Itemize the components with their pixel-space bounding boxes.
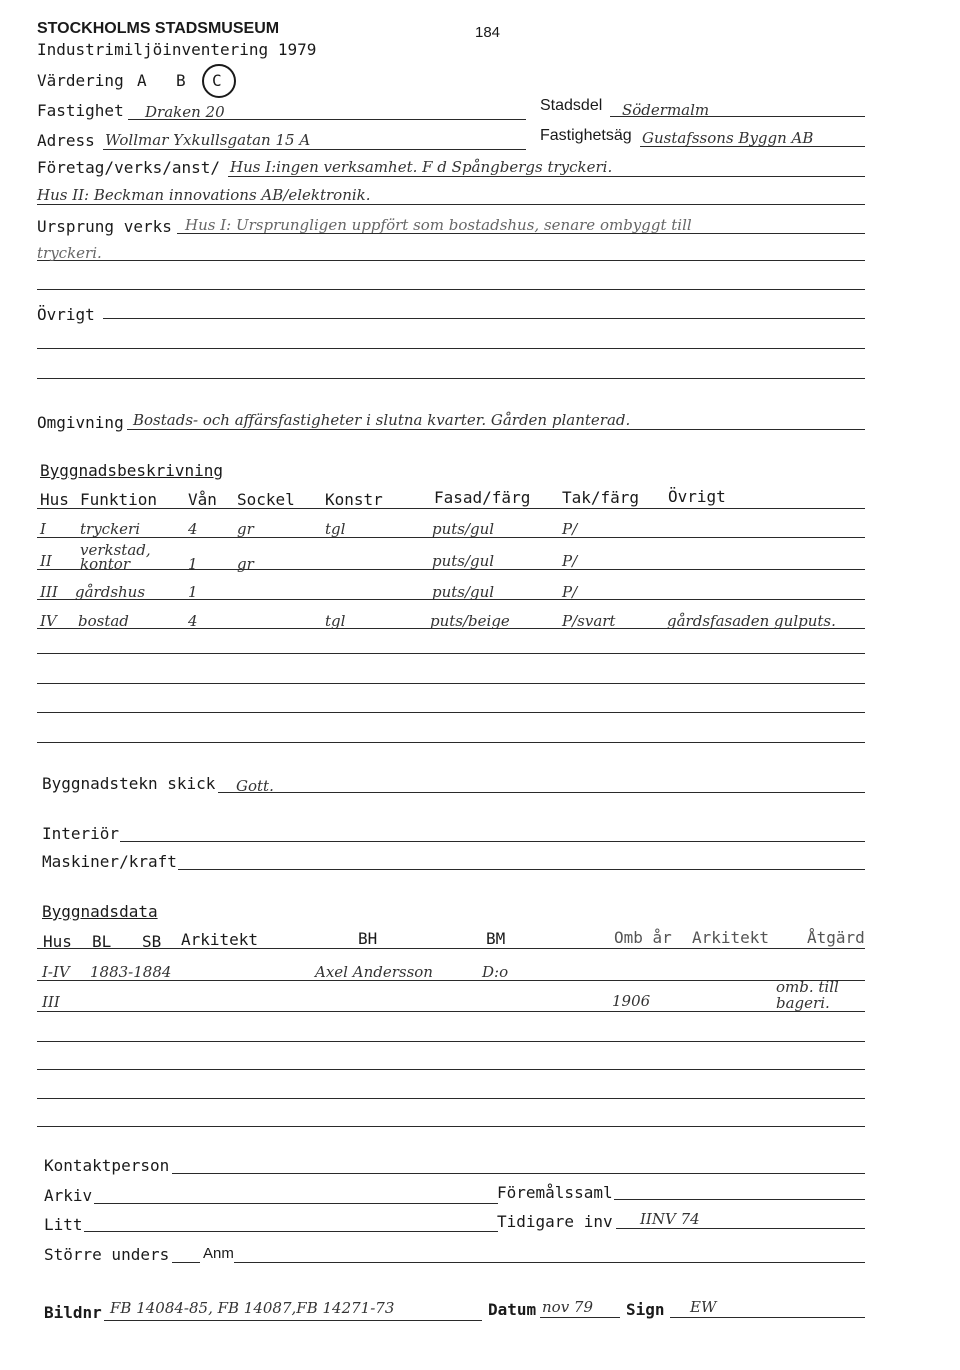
col-fasad: Fasad/färg	[434, 488, 531, 507]
row4-van[interactable]: 4	[188, 612, 198, 630]
bd-blank-2	[37, 1069, 865, 1070]
row2-hus: II	[40, 552, 52, 570]
sign-value[interactable]: EW	[690, 1298, 717, 1316]
rating-option-c[interactable]: C	[212, 71, 222, 90]
ursprung-value-1[interactable]: Hus I: Ursprungligen uppfört som bostadshus, senare ombyggt till	[185, 216, 692, 234]
blank-row-1	[37, 653, 865, 654]
bd-blank-4	[37, 1126, 865, 1127]
bd-col-arkitekt: Arkitekt	[181, 930, 259, 949]
adress-value[interactable]: Wollmar Yxkullsgatan 15 A	[105, 131, 311, 149]
row4-tak[interactable]: P/svart	[562, 612, 616, 630]
bd-col-atgard: Åtgärd	[807, 928, 865, 947]
tidigare-label: Tidigare inv	[497, 1212, 613, 1231]
ursprung-line-2	[37, 260, 865, 261]
ursprung-value-2[interactable]: tryckeri.	[37, 244, 102, 262]
bd-col-bl: BL	[92, 932, 112, 951]
bd-col-bh: BH	[358, 929, 378, 948]
storre-line	[172, 1262, 200, 1263]
anm-label: Anm	[203, 1245, 234, 1262]
ovrigt-line-1	[103, 318, 865, 319]
ursprung-label: Ursprung verks	[37, 217, 172, 236]
blank-row-3	[37, 712, 865, 713]
bd-row2-atgard-2[interactable]: bageri.	[776, 994, 830, 1012]
page-number: 184	[475, 24, 501, 41]
row2-funktion-2[interactable]: kontor	[80, 555, 131, 573]
foretag-line-2	[37, 204, 865, 205]
arkiv-label: Arkiv	[44, 1186, 93, 1205]
blank-row-4	[37, 742, 865, 743]
sign-label: Sign	[626, 1300, 665, 1319]
arkiv-line	[94, 1203, 498, 1204]
byggnadstekn-label: Byggnadstekn skick	[42, 774, 216, 793]
fastighetsag-value[interactable]: Gustafssons Byggn AB	[642, 129, 814, 147]
tidigare-value[interactable]: IINV 74	[640, 1210, 700, 1228]
bd-row1-year[interactable]: 1883-1884	[90, 963, 172, 981]
interior-line	[120, 841, 865, 842]
row1-fasad[interactable]: puts/gul	[432, 520, 495, 538]
bildnr-value[interactable]: FB 14084-85, FB 14087,FB 14271-73	[110, 1299, 395, 1317]
omgivning-value[interactable]: Bostads- och affärsfastigheter i slutna kvarter. Gården planterad.	[133, 411, 631, 429]
row3-line	[37, 599, 865, 600]
datum-line	[540, 1317, 620, 1318]
row3-hus: III	[40, 583, 58, 601]
col-tak: Tak/färg	[562, 488, 640, 507]
row2-line	[37, 569, 865, 570]
bd-col-arkitekt-2: Arkitekt	[692, 928, 770, 947]
ovrigt-line-2	[37, 348, 865, 349]
row2-tak[interactable]: P/	[562, 552, 578, 570]
bd-blank-1	[37, 1041, 865, 1042]
row4-line	[37, 628, 865, 629]
fastighet-label: Fastighet	[37, 101, 124, 120]
bd-blank-3	[37, 1098, 865, 1099]
row3-fasad[interactable]: puts/gul	[432, 583, 495, 601]
bd-row2-hus[interactable]: III	[42, 993, 60, 1011]
adress-line	[103, 149, 526, 150]
stadsdel-label: Stadsdel	[540, 97, 603, 114]
maskiner-line	[178, 869, 865, 870]
row4-konstr[interactable]: tgl	[325, 612, 346, 630]
row1-sockel[interactable]: gr	[237, 520, 254, 538]
datum-label: Datum	[488, 1300, 537, 1319]
row2-sockel[interactable]: gr	[237, 555, 254, 573]
bd-row2-line	[37, 1011, 865, 1012]
litt-line	[84, 1231, 498, 1232]
fastighet-value[interactable]: Draken 20	[145, 103, 225, 121]
col-sockel: Sockel	[237, 490, 295, 509]
rating-option-b[interactable]: B	[176, 71, 186, 90]
byggnadsdata-title: Byggnadsdata	[42, 902, 158, 921]
col-ovrigt: Övrigt	[668, 487, 726, 506]
ovrigt-line-3	[37, 378, 865, 379]
row1-konstr[interactable]: tgl	[325, 520, 346, 538]
foretag-value-1[interactable]: Hus I:ingen verksamhet. F d Spångbergs tryckeri.	[230, 158, 613, 176]
anm-line	[234, 1262, 865, 1263]
foretag-line-1	[228, 176, 865, 177]
rating-label: Värdering	[37, 71, 124, 90]
fastighetsag-label: Fastighetsäg	[540, 127, 632, 144]
litt-label: Litt	[44, 1215, 83, 1234]
stadsdel-value[interactable]: Södermalm	[622, 101, 710, 119]
row4-funktion[interactable]: bostad	[78, 612, 129, 630]
bd-col-sb: SB	[142, 932, 162, 951]
blank-line	[37, 289, 865, 290]
row4-ovrigt[interactable]: gårdsfasaden gulputs.	[667, 612, 836, 630]
blank-row-2	[37, 683, 865, 684]
bd-col-omb-ar: Omb år	[614, 928, 672, 947]
col-konstr: Konstr	[325, 490, 383, 509]
kontakt-line	[172, 1173, 865, 1174]
kontakt-label: Kontaktperson	[44, 1156, 170, 1175]
org-name: STOCKHOLMS STADSMUSEUM	[37, 20, 280, 37]
bd-row2-omb-ar[interactable]: 1906	[612, 992, 651, 1010]
adress-label: Adress	[37, 131, 95, 150]
byggnadstekn-value[interactable]: Gott.	[236, 777, 274, 795]
storre-label: Större unders	[44, 1245, 170, 1264]
col-funktion: Funktion	[80, 490, 158, 509]
row2-van[interactable]: 1	[188, 555, 198, 573]
bd-row1-line	[37, 980, 865, 981]
byggnadstekn-line	[218, 792, 865, 793]
bildnr-label: Bildnr	[44, 1303, 102, 1322]
foretag-label: Företag/verks/anst/	[37, 158, 221, 177]
omgivning-label: Omgivning	[37, 413, 124, 432]
rating-option-a[interactable]: A	[137, 71, 147, 90]
row1-funktion[interactable]: tryckeri	[80, 520, 141, 538]
bd-col-bm: BM	[486, 929, 506, 948]
row1-hus: I	[40, 520, 46, 538]
row4-hus: IV	[40, 612, 57, 630]
byggnadsbeskrivning-title: Byggnadsbeskrivning	[40, 461, 224, 480]
bd-row1-hus[interactable]: I-IV	[42, 963, 70, 981]
row2-fasad[interactable]: puts/gul	[432, 552, 495, 570]
row3-tak[interactable]: P/	[562, 583, 578, 601]
tidigare-line	[616, 1228, 865, 1229]
row3-funktion[interactable]: gårdshus	[75, 583, 146, 601]
bildnr-line	[104, 1320, 482, 1321]
foremal-line	[614, 1199, 865, 1200]
bd-col-hus: Hus	[43, 932, 72, 951]
bd-row1-bm[interactable]: D:o	[482, 963, 509, 981]
interior-label: Interiör	[42, 824, 120, 843]
bd-row2-atgard-1[interactable]: omb. till	[776, 978, 839, 996]
col-van: Vån	[188, 490, 217, 509]
row1-tak[interactable]: P/	[562, 520, 578, 538]
ovrigt-label: Övrigt	[37, 305, 95, 324]
datum-value[interactable]: nov 79	[542, 1298, 594, 1316]
row2-funktion[interactable]: verkstad,	[80, 541, 151, 559]
bd-header-rule	[37, 948, 865, 949]
omgivning-line	[127, 429, 865, 430]
doc-subtitle: Industrimiljöinventering 1979	[37, 40, 317, 59]
foremal-label: Föremålssaml	[497, 1183, 613, 1202]
bd-row1-bh[interactable]: Axel Andersson	[315, 963, 433, 981]
maskiner-label: Maskiner/kraft	[42, 852, 177, 871]
header-rule	[37, 508, 865, 509]
sign-line	[670, 1317, 865, 1318]
col-hus: Hus	[40, 490, 69, 509]
row1-van[interactable]: 4	[188, 520, 198, 538]
foretag-value-2[interactable]: Hus II: Beckman innovations AB/elektronik.	[37, 186, 371, 204]
row4-fasad[interactable]: puts/beige	[430, 612, 510, 630]
row1-line	[37, 537, 865, 538]
row3-van[interactable]: 1	[188, 583, 198, 601]
